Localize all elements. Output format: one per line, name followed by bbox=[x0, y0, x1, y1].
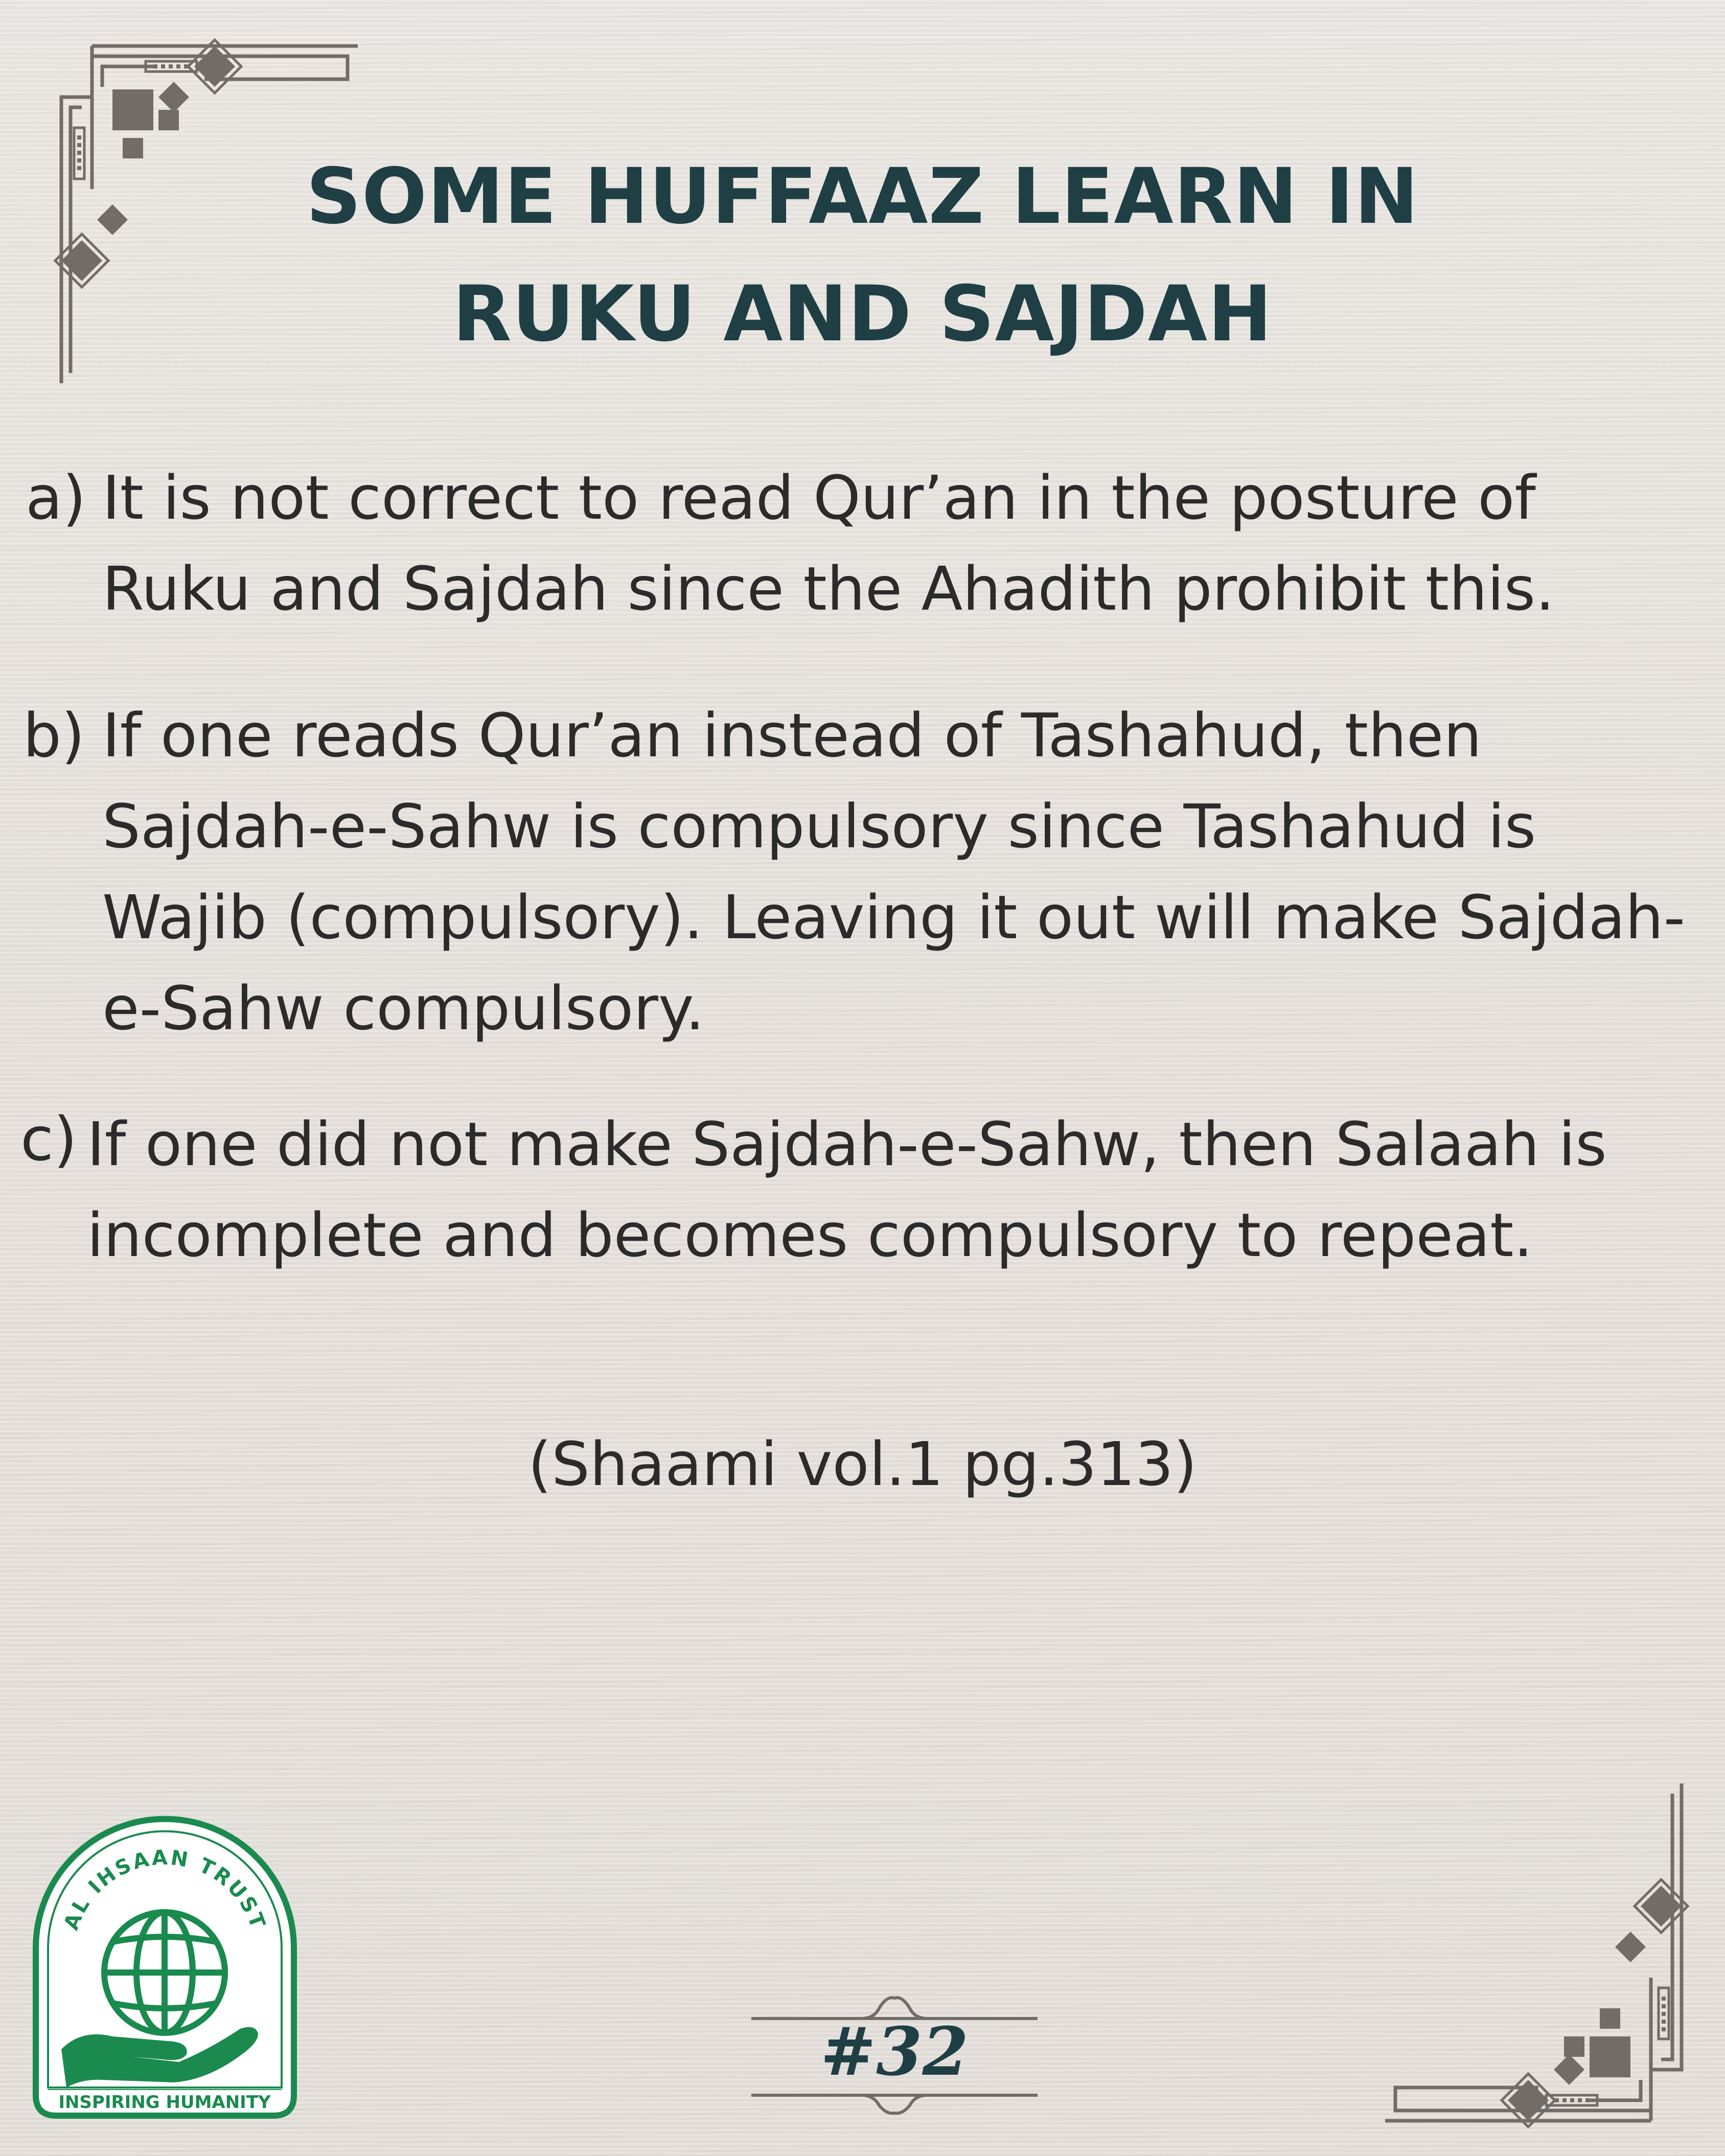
text-line: If one reads Qur’an instead of Tashahud, then bbox=[102, 700, 1482, 771]
list-item-c bbox=[0, 1099, 1725, 1293]
logo-tagline: INSPIRING HUMANITY bbox=[58, 2092, 271, 2113]
title-line-2: RUKU AND SAJDAH bbox=[452, 270, 1273, 359]
list-item-text bbox=[102, 452, 1555, 634]
post-number: #32 bbox=[820, 2012, 969, 2091]
page-title bbox=[0, 138, 1725, 373]
text-line: Ruku and Sajdah since the Ahadith prohibit this. bbox=[102, 553, 1555, 624]
source-reference: (Shaami vol.1 pg.313) bbox=[527, 1429, 1198, 1499]
list-item-a bbox=[0, 452, 1725, 646]
list-item-text bbox=[102, 690, 1685, 1054]
text-line: incomplete and becomes compulsory to repeat. bbox=[87, 1200, 1533, 1270]
text-line: It is not correct to read Qur’an in the posture of bbox=[102, 462, 1536, 533]
text-line: Sajdah-e-Sahw is compulsory since Tashahud is bbox=[102, 791, 1536, 862]
list-item-text bbox=[87, 1099, 1607, 1281]
logo-arc-text: AL IHSAAN TRUST bbox=[59, 1846, 270, 1933]
list-marker: a) bbox=[26, 462, 86, 533]
text-line: Wajib (compulsory). Leaving it out will make Sajdah- bbox=[102, 882, 1686, 953]
globe-icon bbox=[104, 1912, 225, 2033]
list-item-b bbox=[0, 690, 1725, 1058]
corner-ornament-bottom-right-icon bbox=[1375, 1778, 1692, 2131]
text-line: If one did not make Sajdah-e-Sahw, then Salaah is bbox=[87, 1109, 1607, 1179]
post-number-badge bbox=[751, 1983, 1038, 2116]
list-marker: c) bbox=[20, 1104, 77, 1174]
title-line-1: SOME HUFFAAZ LEARN IN bbox=[306, 152, 1419, 241]
al-ihsaan-trust-logo bbox=[26, 1809, 304, 2126]
text-line: e-Sahw compulsory. bbox=[102, 973, 705, 1044]
list-marker: b) bbox=[23, 700, 85, 771]
